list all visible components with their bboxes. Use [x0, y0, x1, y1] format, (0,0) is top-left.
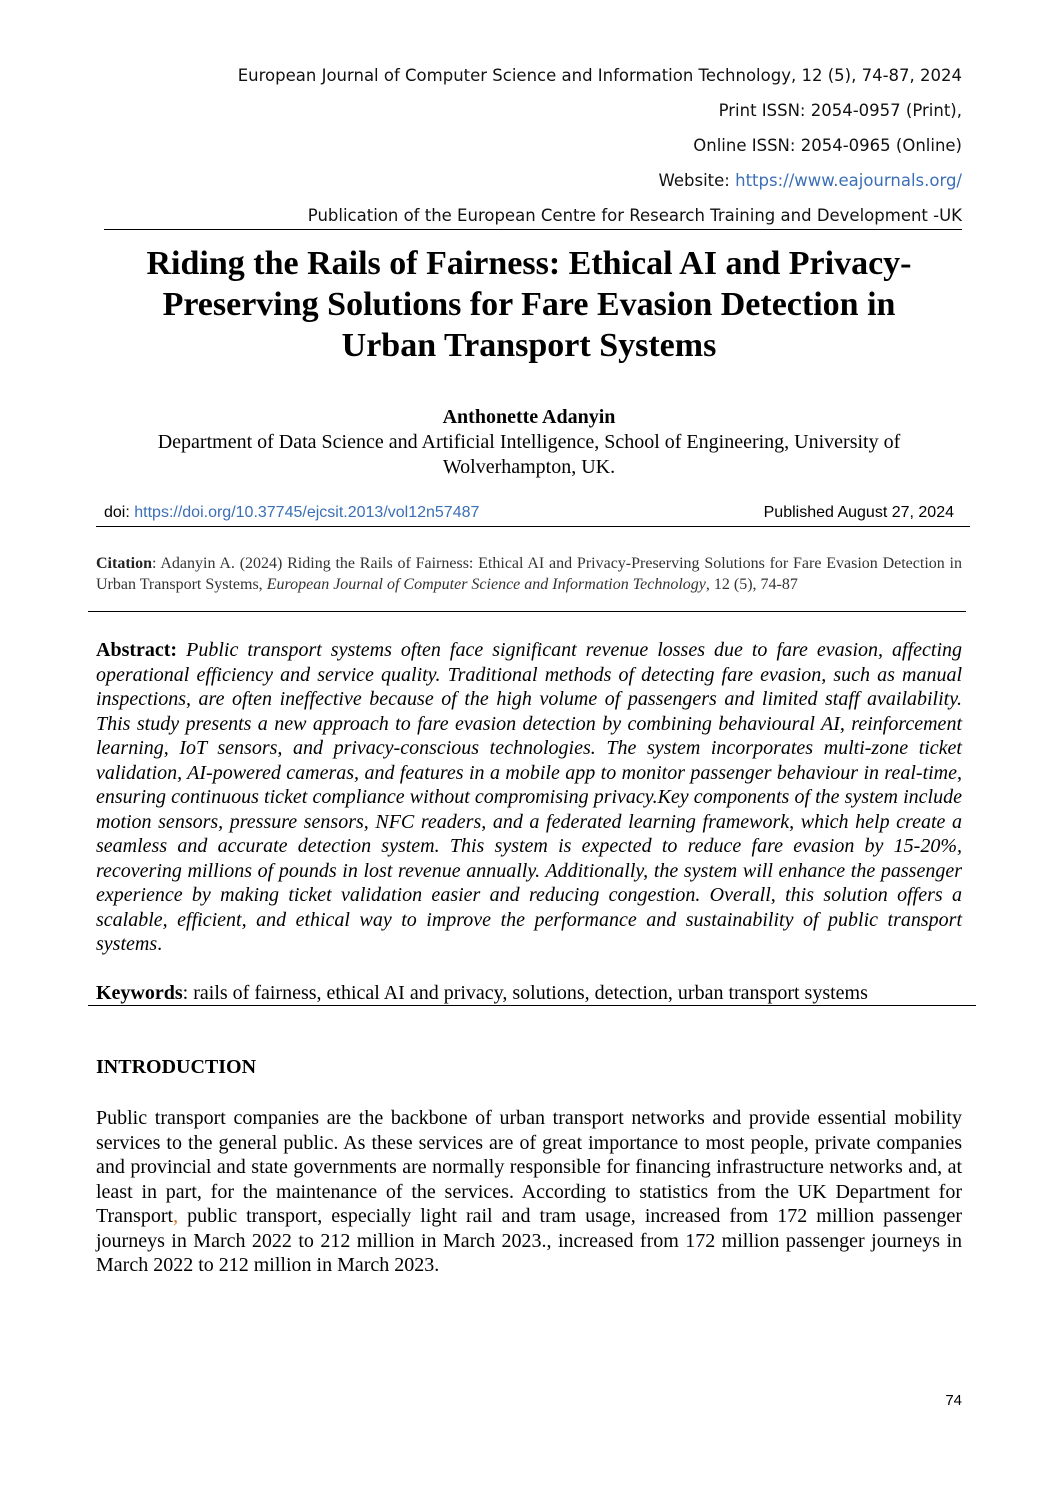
keywords	[96, 982, 976, 1005]
website-label: Website:	[658, 171, 736, 190]
print-issn: Print ISSN: 2054-0957 (Print),	[718, 101, 962, 120]
website-line	[659, 171, 962, 190]
citation-journal: European Journal of Computer Science and Information Technology	[266, 576, 706, 593]
abstract-label: Abstract:	[96, 639, 178, 661]
website-link[interactable]: https://www.eajournals.org/	[735, 171, 962, 190]
introduction-paragraph	[96, 1106, 962, 1278]
title-line-2: Preserving Solutions for Fare Evasion Detection in	[162, 286, 896, 323]
intro-comment-mark: ,	[173, 1205, 179, 1227]
citation-label: Citation	[96, 555, 152, 572]
keywords-divider	[88, 1005, 976, 1006]
citation-divider	[88, 611, 966, 612]
page-number: 74	[945, 1392, 962, 1409]
title-line-1: Riding the Rails of Fairness: Ethical AI and Privacy-	[146, 245, 912, 282]
doi-divider	[96, 526, 970, 527]
keywords-text: : rails of fairness, ethical AI and privacy, solutions, detection, urban transport systems	[182, 982, 868, 1004]
doi-link[interactable]: https://doi.org/10.37745/ejcsit.2013/vol12n57487	[134, 504, 480, 521]
keywords-label: Keywords	[96, 982, 183, 1004]
intro-text-start: Public transport companies are the backbone of urban transport networks and provide essential mobility services to the general public. As these services are of great importance to most people, private companies and provincial and state governments are normally responsible for financing infrastructure networks and, at least in part, for the maintenance of the services. According to statistics from the UK Department for Transport	[96, 1107, 962, 1227]
journal-line: European Journal of Computer Science and Information Technology, 12 (5), 74-87, 2024	[237, 66, 962, 85]
doi-line	[104, 504, 479, 522]
author-name: Anthonette Adanyin	[442, 406, 616, 428]
author-affiliation: Department of Data Science and Artificial Intelligence, School of Engineering, University of Wolverhampton, UK.	[157, 431, 901, 478]
title-line-3: Urban Transport Systems	[341, 327, 717, 364]
abstract	[96, 638, 962, 957]
publication-line: Publication of the European Centre for Research Training and Development -UK	[307, 206, 962, 225]
intro-text-end: public transport, especially light rail and tram usage, increased from 172 million passenger journeys in March 2022 to 212 million in March 2023., increased from 172 million passenger journeys in March 2022 to 212 million in March 2023.	[96, 1205, 962, 1276]
paper-title	[96, 243, 962, 366]
section-heading-introduction: INTRODUCTION	[96, 1056, 257, 1078]
abstract-text: Public transport systems often face significant revenue losses due to fare evasion, affecting operational efficiency and service quality. Traditional methods of detecting fare evasion, such as manual inspections, are often ineffective because of the high volume of passengers and limited staff availability. This study presents a new approach to fare evasion detection by combining behavioural AI, reinforcement learning, IoT sensors, and privacy-conscious technologies. The system incorporates multi-zone ticket validation, AI-powered cameras, and features in a mobile app to monitor passenger behaviour in real-time, ensuring continuous ticket compliance without compromising privacy.Key components of the system include motion sensors, pressure sensors, NFC readers, and a federated learning framework, which help create a seamless and accurate detection system. This system is expected to reduce fare evasion by 15-20%, recovering millions of pounds in lost revenue annually. Additionally, the system will enhance the passenger experience by making ticket validation easier and reducing congestion. Overall, this solution offers a scalable, efficient, and ethical way to improve the performance and sustainability of public transport systems	[96, 639, 962, 955]
published-date: Published August 27, 2024	[763, 504, 954, 521]
citation	[96, 553, 962, 595]
header-divider	[104, 229, 962, 230]
doi-label: doi:	[104, 504, 135, 521]
citation-text: : Adanyin A. (2024) Riding the Rails of Fairness: Ethical AI and Privacy-Preserving Solutions for Fare Evasion Detection in Urban Transport Systems,	[96, 555, 962, 593]
online-issn: Online ISSN: 2054-0965 (Online)	[693, 136, 962, 155]
abstract-end: .	[157, 933, 163, 955]
citation-pages: , 12 (5), 74-87	[705, 576, 798, 593]
